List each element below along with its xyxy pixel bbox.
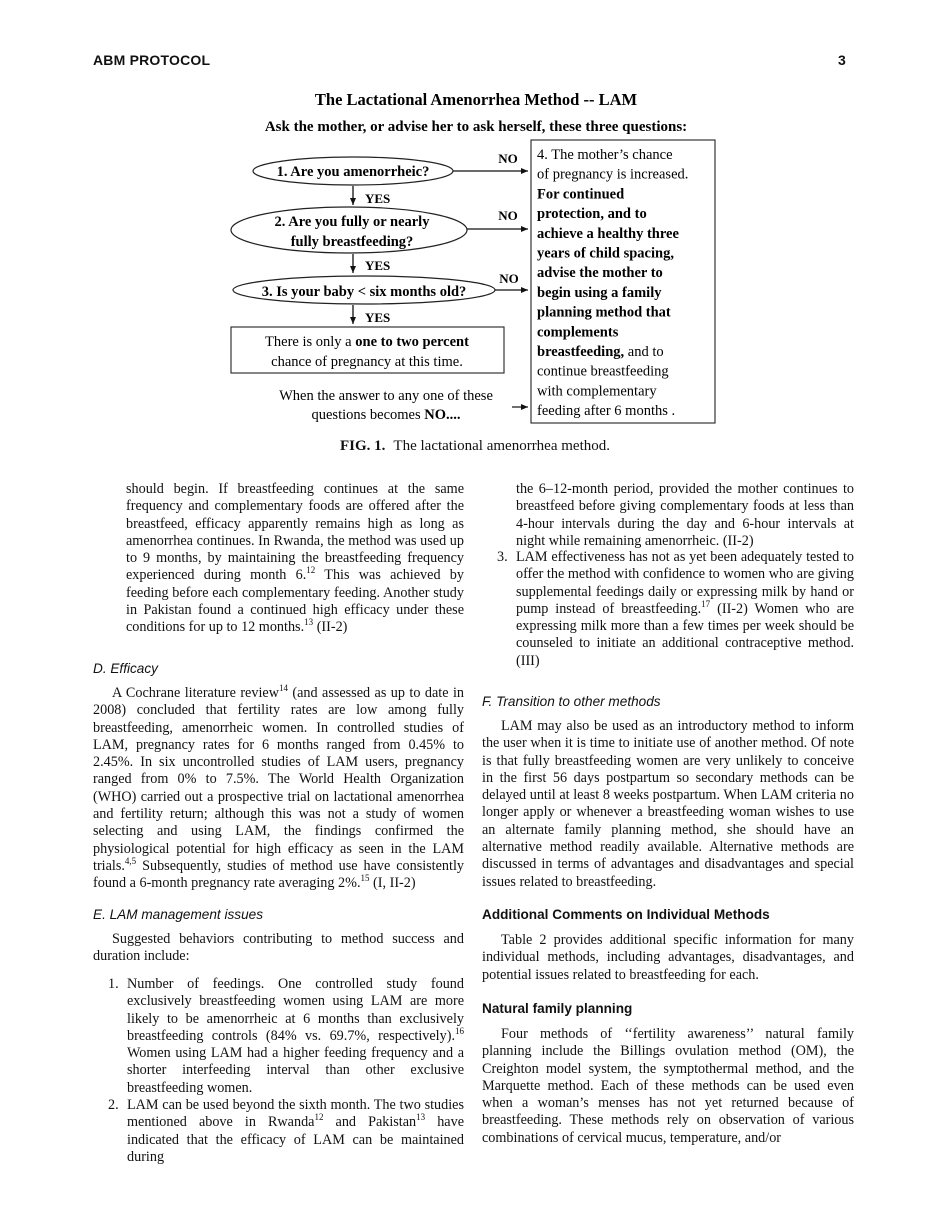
q3-text: 3. Is your baby < six months old? [261,284,467,300]
figure-caption [0,438,950,455]
lam-management-list [108,976,464,1166]
advice-box-line: continue breastfeeding [537,363,669,380]
advice-box-line: planning method that [537,304,671,321]
advice-box-line: feeding after 6 months . [537,403,676,420]
caption-label: FIG. 1. [340,438,386,454]
advice-box-line: of pregnancy is increased. [537,166,689,183]
note-line1: When the answer to any one of these [279,388,493,404]
figure-title: The Lactational Amenorrhea Method -- LAM [314,90,638,109]
advice-box-line: protection, and to [537,206,647,223]
advice-box-line: with complementary [537,383,657,400]
section-heading-nfp: Natural family planning [482,1001,633,1016]
advice-box-line: years of child spacing, [537,245,674,262]
left-intro-paragraph: should begin. If breastfeeding continues at the same frequency and complementary foods are offered after the breastfeed, efficacy apparently remains high as long as amenorrhea continues. In Rwanda, the method was used up to 9 months, by maintaining the breastfeeding frequency experienced during month 6.12 This was achieved by feeding before each complementary feeding. Another study in Pakistan found a continued high efficacy under these conditions for up to 12 months.$^{13}$ (II-2) [126,481,464,636]
q3-yes-label: YES [365,310,391,325]
section-heading-f: F. Transition to other methods [482,694,661,709]
q1-yes-label: YES [365,191,391,206]
advice-box-text [537,147,688,419]
list-item: 1. Number of feedings. One controlled study found exclusively breastfeeding women using LAM are more likely to be amenorrheic at 6 months than exclusively breastfeeding controls (84% vs. 69.7%, respectively).$^{16}$ Women using LAM had a higher feeding frequency and a shorter interfeeding interval than other exclusive breastfeeding women. [108,976,464,1096]
section-heading-d: D. Efficacy [93,661,158,676]
left-column [126,481,464,637]
advice-box-line: achieve a healthy three [537,225,679,242]
right-list [497,549,854,670]
q2-no-label: NO [498,208,518,223]
lam-management-paragraph: Suggested behaviors contributing to method success and duration include: [93,931,464,965]
caption-text: The lactational amenorrhea method. [393,438,610,454]
result-text-line2: chance of pregnancy at this time. [271,354,463,370]
advice-box-line: begin using a family [537,284,662,301]
list-item: 2. LAM can be used beyond the sixth month. The two studies mentioned above in Rwanda$^{12}$ and Pakistan$^{13}$ have indicated that the efficacy of LAM can be maintained during [108,1097,464,1165]
q2-text-line2: fully breastfeeding? [290,234,414,250]
q1-text: 1. Are you amenorrheic? [276,164,430,180]
q2-yes-label: YES [365,258,391,273]
right-continuation: the 6–12-month period, provided the mother continues to breastfeed before giving complementary foods at less than 4-hour intervals during the day and 6-hour intervals at night while remaining amenorrheic. (II-2) [516,481,854,549]
advice-box-line: 4. The mother’s chance [537,147,673,163]
advice-box-line: complements [537,324,619,341]
q2-text-line1: 2. Are you fully or nearly [274,214,430,230]
advice-box-line: breastfeeding, and to [537,344,664,360]
page-number: 3 [838,52,846,68]
section-heading-additional: Additional Comments on Individual Methods [482,907,770,922]
transition-paragraph: LAM may also be used as an introductory method to inform the user when it is time to initiate use of another method. Of note is that fully breastfeeding women are very unlikely to conceive in the first 56 days postpartum so secondary methods can be delayed until at least 8 weeks postpartum. When LAM criteria no longer apply or whenever a breastfeeding woman wishes to use an alternate family planning method, she should have an alternative method readily available. Alternative methods are discussed in terms of advantages and disadvantages and special issues related to breastfeeding. [482,718,854,890]
list-item: 3. LAM effectiveness has not as yet been adequately tested to offer the method with confidence to women who are giving supplemental feedings daily or expressing milk by hand or pump instead of breastfeeding.$^{17}$ (II-2) Women who are expressing milk more than a few times per week should be counseled to initiate an additional contraceptive method. (III) [497,549,854,669]
advice-box-line: For continued [537,186,625,203]
q1-no-label: NO [498,151,518,166]
q3-no-label: NO [499,271,519,286]
figure-subtitle: Ask the mother, or advise her to ask herself, these three questions: [264,119,688,135]
efficacy-paragraph: A Cochrane literature review$^{14}$ (and assessed as up to date in 2008) concluded that fertility rates are low among fully breastfeeding, amenorrheic women. In controlled studies of LAM, pregnancy rates for 6 months ranged from 0.45% to 2.45%. In six uncontrolled studies of LAM users, pregnancy ranged from 0% to 7.5%. The World Health Organization (WHO) carried out a prospective trial on lactational amenorrhea and fertility return; although this was not a study of women selecting and using LAM, the findings confirmed the physiological potential for high efficacy as seen in the LAM trials.$^{4,5}$ Subsequently, studies of method use have consistently found a 6-month pregnancy rate averaging 2%.$^{15}$ (I, II-2) [93,683,464,892]
additional-paragraph: Table 2 provides additional specific information for many individual methods, including advantages, disadvantages, and potential issues related to breastfeeding for each. [482,932,854,983]
note-line2: questions becomes NO.... [311,407,461,423]
nfp-paragraph: Four methods of ‘‘fertility awareness’’ natural family planning include the Billings ovulation method (OM), the Creighton model system, the symptothermal method, and the Marquette method. Each of these methods can be used even when a woman’s menses has not yet returned because of breastfeeding. These methods rely on observation of various combinations of cervical mucus, temperature, and/or [482,1026,854,1146]
running-header: ABM PROTOCOL [93,52,211,68]
lam-flowchart [0,0,950,432]
result-text-line1: There is only a one to two percent [265,334,469,350]
advice-box-line: advise the mother to [537,265,663,282]
section-heading-e: E. LAM management issues [93,907,264,922]
